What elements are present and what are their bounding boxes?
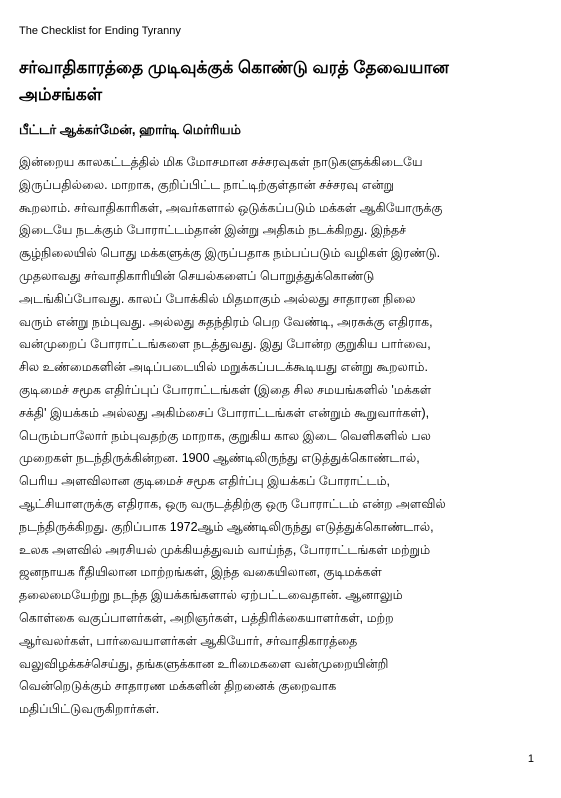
body-line: பெரும்பாலோர் நம்புவதற்கு மாறாக, குறுகிய கால இடை வெளிகளில் பல [19,428,431,443]
body-line: இன்றைய காலகட்டத்தில் மிக மோசமான சச்சரவுகள் நாடுகளுக்கிடையே [19,155,423,169]
article-title [19,54,539,108]
body-line: மதிப்பிட்டுவருகிறார்கள். [19,702,160,717]
body-line: ஆட்சியாளருக்கு எதிராக, ஒரு வருடத்திற்கு ஒரு போராட்டம் என்ற அளவில் [19,496,446,511]
title-line: சர்வாதிகாரத்தை முடிவுக்குக் கொண்டு வரத் தேவையான [19,58,449,77]
body-line: கூறலாம். சர்வாதிகாரிகள், அவர்களால் ஒடுக்கப்படும் மக்கள் ஆகியோருக்கு [19,200,443,215]
body-line: முறைகள் நடந்திருக்கின்றன. 1900 ஆண்டிலிருந்து எடுத்துக்கொண்டால், [19,451,420,466]
body-line: முதலாவது சர்வாதிகாரியின் செயல்களைப் பொறுத்துக்கொண்டு [19,268,375,283]
body-line: பெரிய அளவிலான குடிமைச் சமூக எதிர்ப்பு இயக்கப் போராட்டம், [19,474,390,489]
body-line: இருப்பதில்லை. மாறாக, குறிப்பிட்ட நாட்டிற்குள்தான் சச்சரவு என்று [19,177,395,192]
body-line: குடிமைச் சமூக எதிர்ப்புப் போராட்டங்கள் (இதை சில சமயங்களில் 'மக்கள் [19,382,432,397]
body-line: ஆர்வலர்கள், பார்வையாளர்கள் ஆகியோர், சர்வாதிகாரத்தை [19,633,358,648]
body-line: வென்றெடுக்கும் சாதாரண மக்களின் திறனைக் குறைவாக [19,679,337,694]
page-number: 1 [527,753,534,765]
body-line: கொள்கை வகுப்பாளர்கள், அறிஞர்கள், பத்திரிக்கையாளர்கள், மற்ற [19,610,394,625]
body-line: உலக அளவில் அரசியல் முக்கியத்துவம் வாய்ந்த, போராட்டங்கள் மற்றும் [19,542,431,557]
body-line: சக்தி' இயக்கம் அல்லது அகிம்சைப் போராட்டங்கள் என்றும் கூறுவார்கள்), [19,405,430,420]
body-line: வரும் என்று நம்புவது. அல்லது சுதந்திரம் பெற வேண்டி, அரசுக்கு எதிராக, [19,314,433,329]
body-line: வன்முறைப் போராட்டங்களை நடத்துவது. இது போன்ற குறுகிய பார்வை, [19,337,431,352]
body-line: நடந்திருக்கிறது. குறிப்பாக 1972ஆம் ஆண்டிலிருந்து எடுத்துக்கொண்டால், [19,519,434,534]
title-line: அம்சங்கள் [19,85,103,104]
body-line: தலைமையேற்று நடந்த இயக்கங்களால் ஏற்பட்டவைதான். ஆனாலும் [19,588,403,603]
body-line: ஜனநாயக ரீதியிலான மாற்றங்கள், இந்த வகையிலான, குடிமக்கள் [19,565,382,580]
article-authors: பீட்டர் ஆக்கர்மேன், ஹார்டி மெர்ரியம் [19,122,241,137]
body-line: சில உண்மைகளின் அடிப்படையில் மறுக்கப்படக்கூடியது என்று கூறலாம். [19,360,428,375]
running-header: The Checklist for Ending Tyranny [19,25,181,37]
article-body [19,151,549,721]
body-line: அடங்கிப்போவது. காலப் போக்கில் மிதமாகும் அல்லது சாதாரன நிலை [19,291,416,306]
body-line: இடையே நடக்கும் போராட்டம்தான் இன்று அதிகம் நடக்கிறது. இந்தச் [19,223,407,238]
body-line: வலுவிழக்கச்செய்து, தங்களுக்கான உரிமைகளை வன்முறையின்றி [19,656,389,671]
body-line: சூழ்நிலையில் பொது மக்களுக்கு இருப்பதாக நம்பப்படும் வழிகள் இரண்டு. [19,246,441,261]
